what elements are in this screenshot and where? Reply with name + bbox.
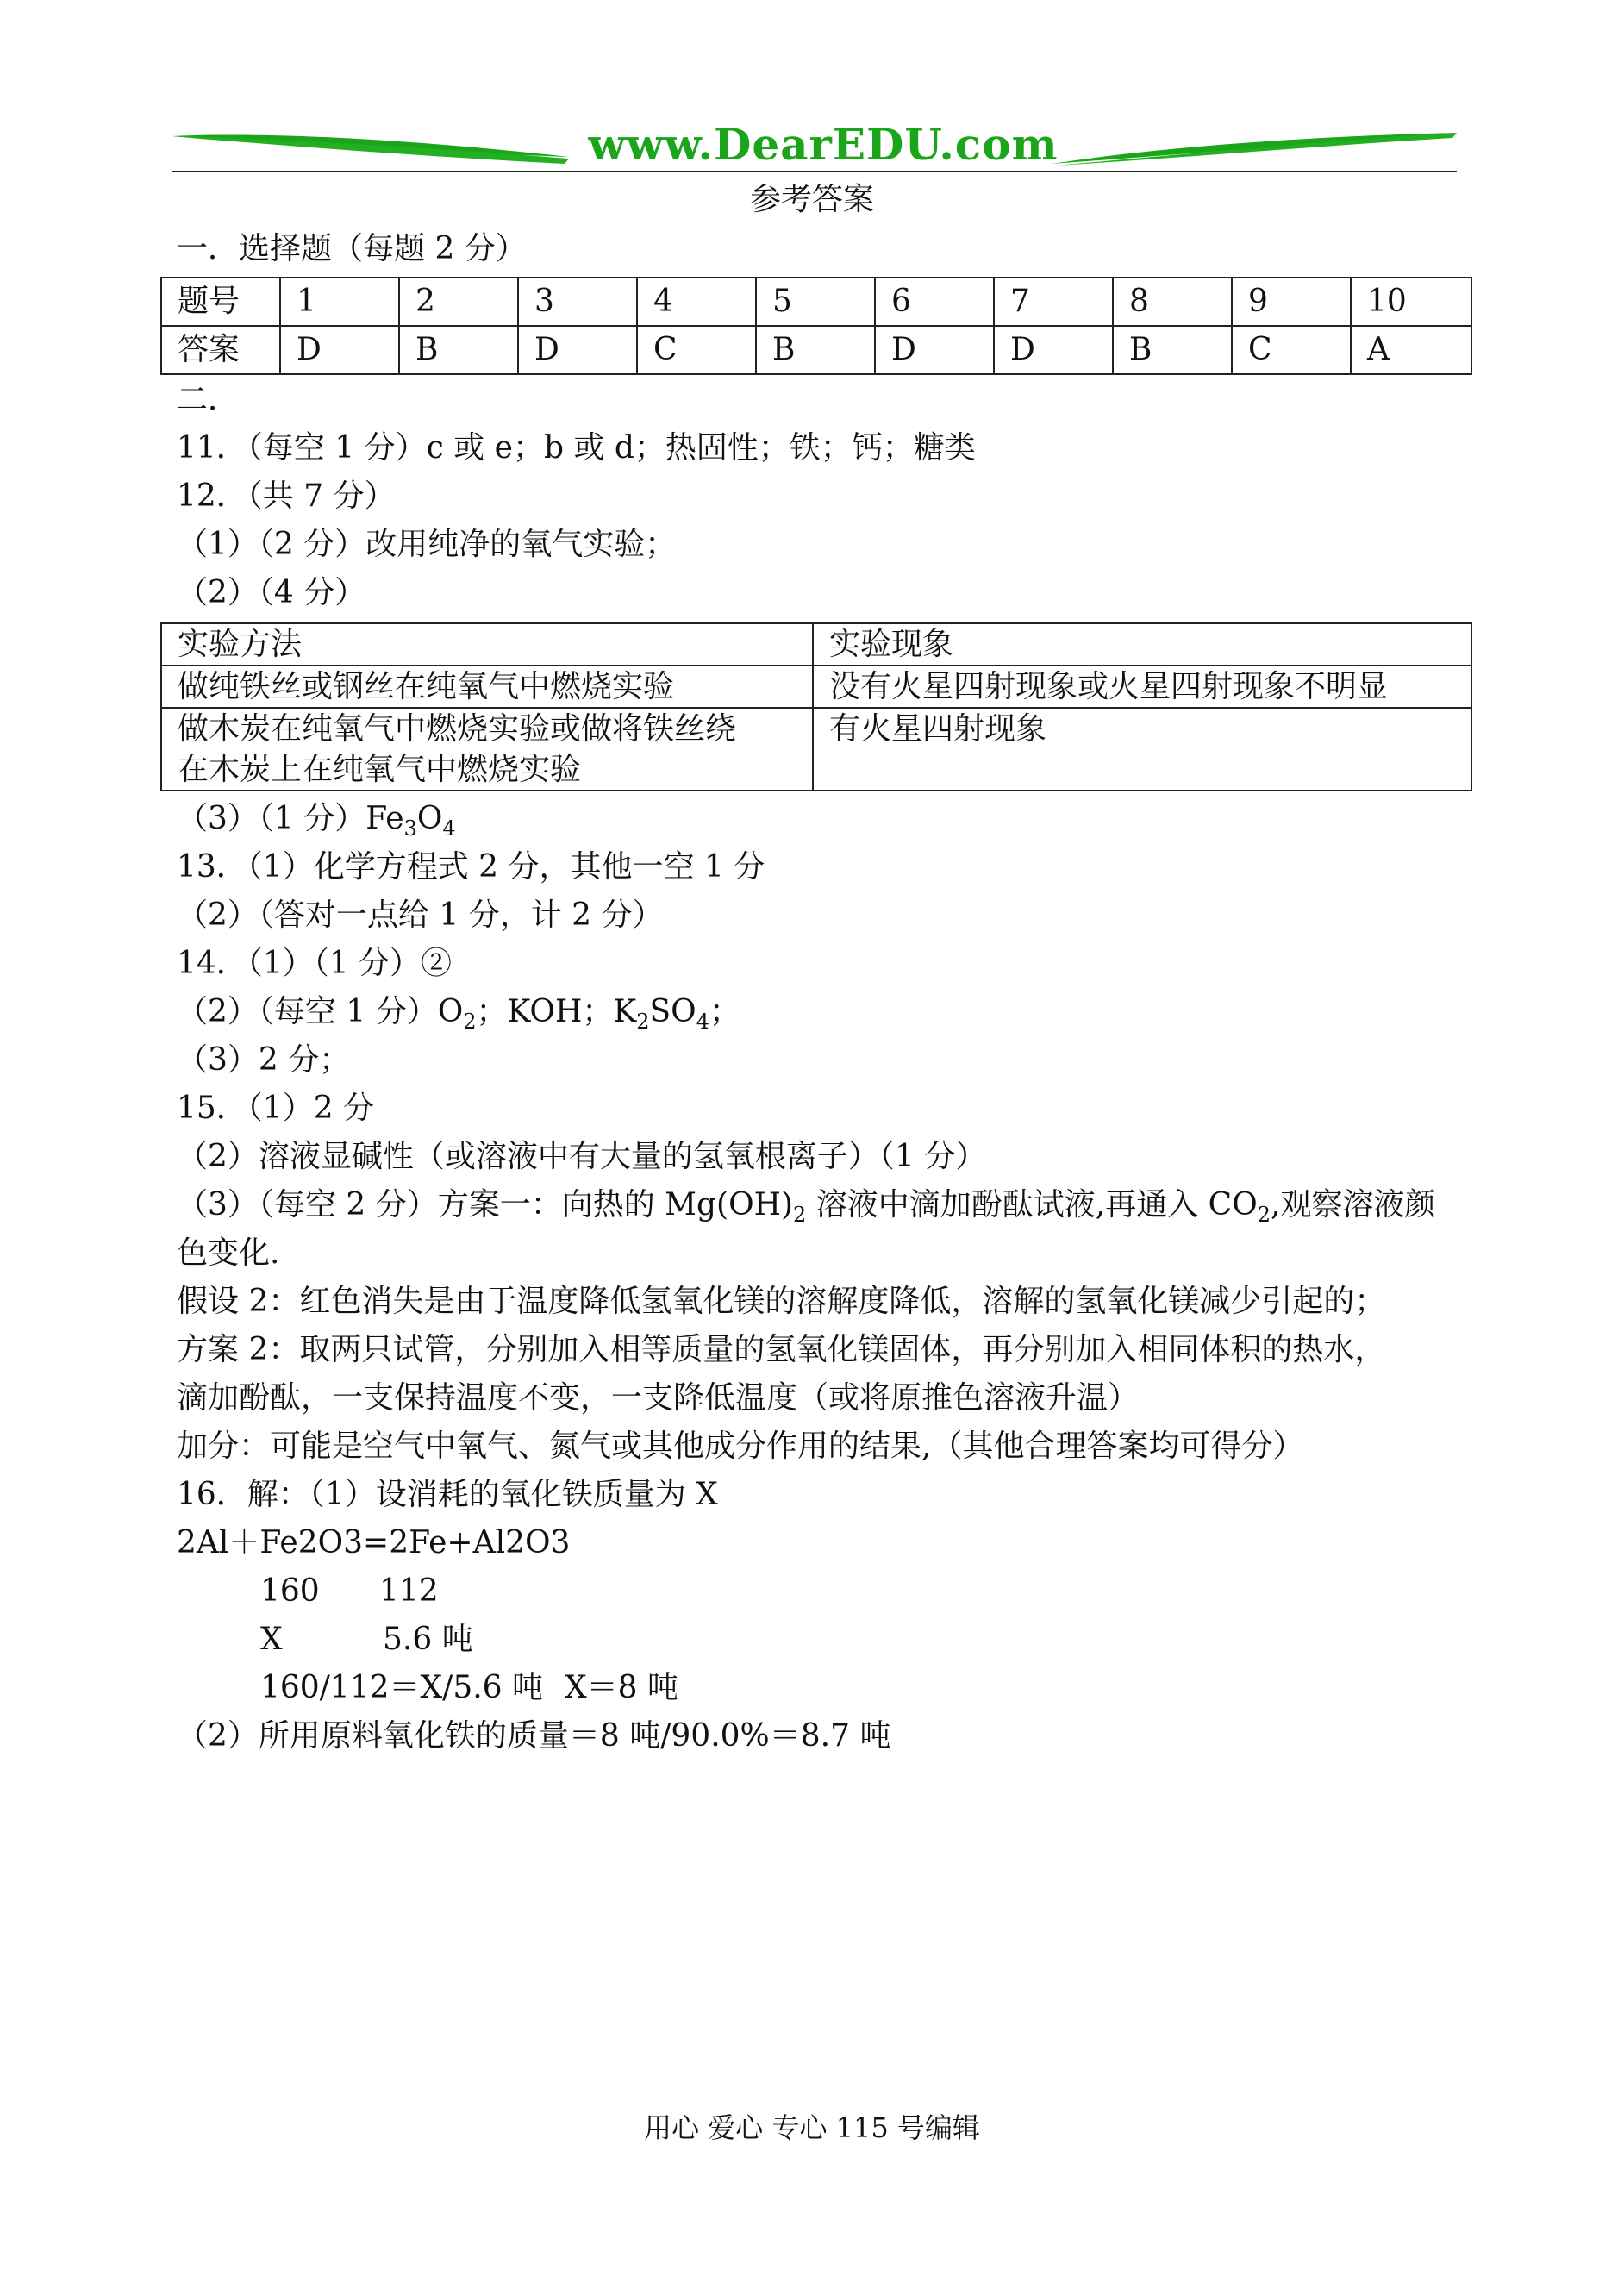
table-row <box>161 278 1471 326</box>
q14-part1: 14．（1）（1 分）② <box>177 946 453 981</box>
section2-heading: 二． <box>177 382 240 417</box>
q14-part2-b: ；KOH；K <box>476 994 637 1029</box>
table-cell: 10 <box>1351 278 1471 326</box>
q15-part3 <box>177 1186 1436 1227</box>
table-cell: D <box>994 326 1113 374</box>
q12-part3-prefix: （3）（1 分）Fe <box>177 801 404 836</box>
calc-value: 5.6 吨 <box>383 1622 473 1657</box>
experiment-table <box>160 622 1472 791</box>
table-row <box>161 708 1471 791</box>
table-cell: 2 <box>399 278 518 326</box>
site-logo <box>172 117 1457 178</box>
q15-part3-c: ,观察溶液颜 <box>1271 1187 1436 1223</box>
answer-table <box>160 277 1472 375</box>
bonus-text: 加分：可能是空气中氧气、氮气或其他成分作用的结果,（其他合理答案均可得分） <box>177 1429 1304 1464</box>
calc-value: X <box>260 1622 283 1657</box>
q11-answer: 11．（每空 1 分）c 或 e；b 或 d；热固性；铁；钙；糖类 <box>177 430 976 466</box>
hypothesis-text: 假设 2：红色消失是由于温度降低氢氧化镁的溶解度降低，溶解的氢氧化镁减少引起的； <box>177 1284 1386 1319</box>
q12-title: 12．（共 7 分） <box>177 478 396 514</box>
table-cell: 有火星四射现象 <box>813 708 1471 791</box>
calc-result: X＝8 吨 <box>565 1670 678 1705</box>
section1-heading: 一．选择题（每题 2 分） <box>177 231 527 266</box>
table-cell: 4 <box>637 278 756 326</box>
plan-line2: 滴加酚酞，一支保持温度不变，一支降低温度（或将原推色溶液升温） <box>177 1380 1140 1416</box>
table-cell: 9 <box>1232 278 1351 326</box>
q13-part2: （2）（答对一点给 1 分，计 2 分） <box>177 897 664 933</box>
subscript: 2 <box>1257 1203 1271 1227</box>
table-cell: C <box>637 326 756 374</box>
table-cell: D <box>518 326 637 374</box>
subscript: 3 <box>403 816 417 841</box>
q15-part3-line2: 色变化. <box>177 1235 280 1271</box>
table-cell: D <box>875 326 994 374</box>
q12-part3-mid: O <box>416 801 443 836</box>
q14-part3: （3）2 分； <box>177 1042 351 1078</box>
subscript: 4 <box>442 816 456 841</box>
table-cell: B <box>756 326 875 374</box>
table-cell: 7 <box>994 278 1113 326</box>
q14-part2-d: ； <box>709 994 740 1029</box>
q16-part1: 16．解：（1）设消耗的氧化铁质量为 X <box>177 1477 718 1512</box>
q15-part2: （2）溶液显碱性（或溶液中有大量的氢氧根离子）（1 分） <box>177 1139 987 1174</box>
table-cell: D <box>280 326 399 374</box>
calc-value: 112 <box>379 1573 439 1609</box>
table-cell <box>161 708 813 791</box>
equation: 2Al＋Fe2O3=2Fe+Al2O3 <box>177 1525 571 1560</box>
table-cell: 1 <box>280 278 399 326</box>
table-cell: 没有火星四射现象或火星四射现象不明显 <box>813 666 1471 708</box>
q15-part3-a: （3）（每空 2 分）方案一：向热的 Mg(OH) <box>177 1187 794 1223</box>
row-label-number: 题号 <box>161 278 280 326</box>
calc-equation: 160/112＝X/5.6 吨 <box>260 1670 544 1705</box>
q12-part2: （2）（4 分） <box>177 575 366 610</box>
q15-part3-b: 溶液中滴加酚酞试液,再通入 CO <box>806 1187 1258 1223</box>
page-footer: 用心 爱心 专心 115 号编辑 <box>644 2111 980 2144</box>
method-text-line2: 在木炭上在纯氧气中燃烧实验 <box>178 752 582 787</box>
column-header-result: 实验现象 <box>813 623 1471 666</box>
subscript: 4 <box>696 1010 709 1034</box>
logo-text: www.DearEDU.com <box>588 119 1059 170</box>
calc-value: 160 <box>260 1573 320 1609</box>
row-label-answer: 答案 <box>161 326 280 374</box>
method-text-line1: 做木炭在纯氧气中燃烧实验或做将铁丝绕 <box>178 711 737 747</box>
table-row <box>161 623 1471 666</box>
subscript: 2 <box>793 1203 807 1227</box>
column-header-method: 实验方法 <box>161 623 813 666</box>
subscript: 2 <box>636 1010 650 1034</box>
q14-part2 <box>177 993 740 1034</box>
table-cell: B <box>399 326 518 374</box>
q12-part1: （1）（2 分）改用纯净的氧气实验； <box>177 527 677 562</box>
q12-part3 <box>177 800 456 841</box>
q15-part1: 15．（1）2 分 <box>177 1091 375 1126</box>
table-cell <box>161 666 813 708</box>
q14-part2-c: SO <box>649 994 696 1029</box>
table-cell: 6 <box>875 278 994 326</box>
table-cell: B <box>1113 326 1232 374</box>
table-cell: C <box>1232 326 1351 374</box>
page-title: 参考答案 <box>749 182 874 217</box>
table-cell: 8 <box>1113 278 1232 326</box>
table-row <box>161 326 1471 374</box>
q14-part2-a: （2）（每空 1 分）O <box>177 994 464 1029</box>
subscript: 2 <box>463 1010 477 1034</box>
q13-part1: 13．（1）化学方程式 2 分，其他一空 1 分 <box>177 849 765 885</box>
table-row <box>161 666 1471 708</box>
table-cell: 3 <box>518 278 637 326</box>
q16-part2: （2）所用原料氧化铁的质量＝8 吨/90.0%＝8.7 吨 <box>177 1718 891 1754</box>
method-text: 做纯铁丝或钢丝在纯氧气中燃烧实验 <box>178 669 675 704</box>
header-rule <box>172 171 1457 172</box>
plan-line1: 方案 2：取两只试管，分别加入相等质量的氢氧化镁固体，再分别加入相同体积的热水， <box>177 1332 1386 1367</box>
table-cell: A <box>1351 326 1471 374</box>
table-cell: 5 <box>756 278 875 326</box>
